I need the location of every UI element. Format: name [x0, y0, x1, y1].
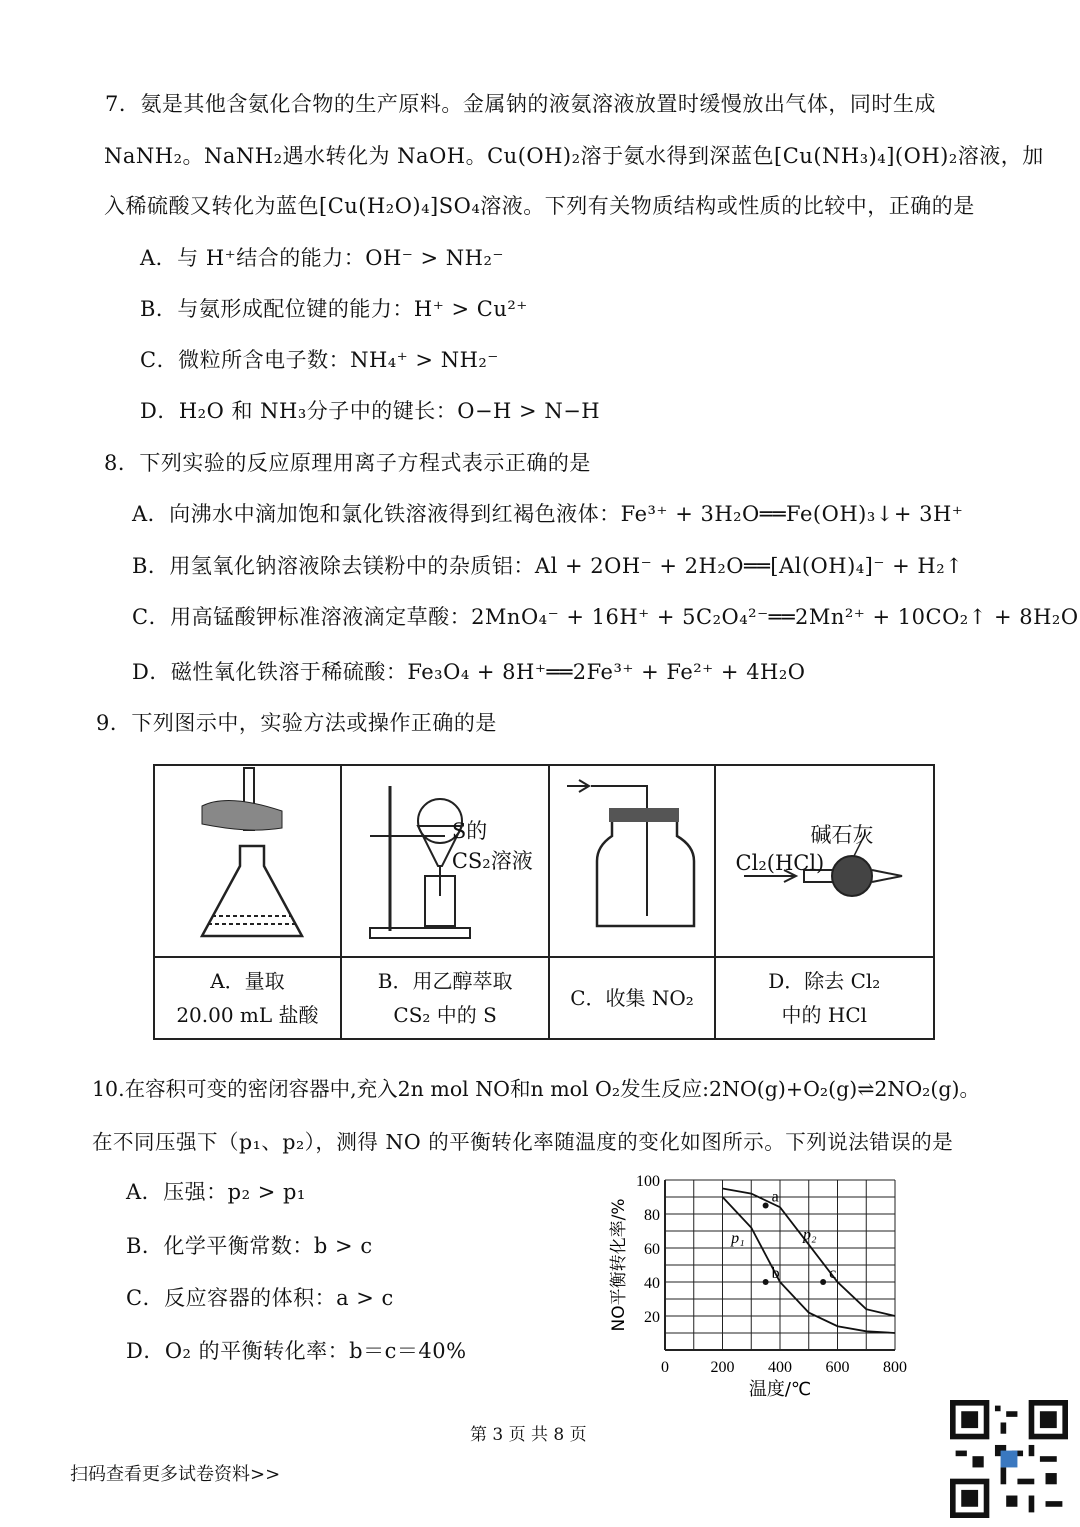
y-tick-label: 100 [636, 1173, 660, 1190]
q8-option-c: C．用高锰酸钾标准溶液滴定草酸：2MnO₄⁻ + 16H⁺ + 5C₂O₄²⁻══2Mn²⁺ + 10CO₂↑ + 8H₂O [132, 605, 1079, 629]
x-tick-label: 400 [768, 1359, 792, 1376]
q9-caption-d2: 中的 HCl [781, 1003, 868, 1027]
q8-option-a: A．向沸水中滴加饱和氯化铁溶液得到红褐色液体：Fe³⁺ + 3H₂O══Fe(OH)₃↓+ 3H⁺ [132, 502, 964, 526]
data-point-label-c: c [829, 1265, 837, 1282]
q9-caption-b2: CS₂ 中的 S [393, 1003, 497, 1027]
q7-line3: 入稀硫酸又转化为蓝色[Cu(H₂O)₄]SO₄溶液。下列有关物质结构或性质的比较中，正确的是 [104, 194, 975, 218]
q9-caption-a1: A．量取 [210, 969, 285, 993]
q9-caption-d [715, 957, 934, 1039]
q7-option-a: A．与 H⁺结合的能力：OH⁻ > NH₂⁻ [140, 246, 504, 270]
q9-table [153, 764, 935, 1040]
q9-figure-d [715, 765, 934, 957]
y-tick-label: 20 [644, 1309, 660, 1326]
x-tick-label: 600 [825, 1359, 850, 1376]
q10-line2: 在不同压强下（p₁、p₂），测得 NO 的平衡转化率随温度的变化如图所示。下列说法错误的是 [92, 1130, 954, 1154]
data-point-label-a: a [771, 1188, 779, 1206]
q9-caption-d1: D．除去 Cl₂ [768, 969, 881, 993]
q7-option-c: C．微粒所含电子数：NH₄⁺ > NH₂⁻ [140, 348, 499, 372]
x-tick-label: 800 [883, 1359, 907, 1376]
page-number: 第 3 页 共 8 页 [470, 1425, 587, 1445]
q8-option-b: B．用氢氧化钠溶液除去镁粉中的杂质铝：Al + 2OH⁻ + 2H₂O══[Al(OH)₄]⁻ + H₂↑ [132, 554, 964, 578]
q9-figure-a [154, 765, 341, 957]
x-tick-label: 0 [661, 1359, 669, 1376]
scan-prompt: 扫码查看更多试卷资料>> [70, 1464, 281, 1485]
qr-code-icon[interactable] [950, 1400, 1068, 1518]
q9-caption-a2: 20.00 mL 盐酸 [176, 1003, 319, 1027]
flask-burette-figure [162, 766, 332, 946]
data-point-b [763, 1279, 769, 1285]
gas-bottle-figure [557, 766, 707, 946]
data-point-c [820, 1279, 826, 1285]
q9-figure-c [549, 765, 714, 957]
q10-chart [600, 1168, 930, 1408]
data-point-label-b: b [771, 1265, 780, 1282]
x-axis-label: 温度/℃ [748, 1379, 812, 1400]
y-tick-label: 80 [644, 1207, 660, 1224]
q8-option-d: D．磁性氧化铁溶于稀硫酸：Fe₃O₄ + 8H⁺══2Fe³⁺ + Fe²⁺ + 4H₂O [132, 660, 806, 684]
q7-option-d: D．H₂O 和 NH₃分子中的键长：O−H > N−H [140, 399, 601, 423]
q8-stem: 8．下列实验的反应原理用离子方程式表示正确的是 [104, 451, 591, 475]
series-label-p1: p₁ [731, 1229, 745, 1247]
q10-option-b: B．化学平衡常数：b > c [126, 1234, 373, 1258]
q9-caption-b1: B．用乙醇萃取 [377, 969, 513, 993]
y-axis-label: NO平衡转化率/% [609, 1198, 629, 1332]
q10-line1: 10.在容积可变的密闭容器中,充入2n mol NO和n mol O₂发生反应:2NO(g)+O₂(g)⇌2NO₂(g)。 [92, 1077, 981, 1101]
data-point-a [763, 1203, 769, 1209]
x-tick-label: 200 [710, 1359, 735, 1376]
y-tick-label: 40 [644, 1275, 660, 1292]
q7-line1: 7．氨是其他含氨化合物的生产原料。金属钠的液氨溶液放置时缓慢放出气体，同时生成 [105, 92, 936, 116]
q9-caption-a [154, 957, 341, 1039]
q9-caption-b [341, 957, 550, 1039]
q7-line2: NaNH₂。NaNH₂遇水转化为 NaOH。Cu(OH)₂溶于氨水得到深蓝色[Cu(NH₃)₄](OH)₂溶液，加 [104, 144, 1044, 168]
series-label-p2: p₂ [803, 1226, 817, 1244]
q10-option-d: D．O₂ 的平衡转化率：b＝c＝40% [126, 1339, 467, 1363]
q10-option-a: A．压强：p₂ > p₁ [126, 1180, 306, 1204]
q9-stem: 9．下列图示中，实验方法或操作正确的是 [96, 711, 497, 735]
q10-option-c: C．反应容器的体积：a > c [126, 1286, 394, 1310]
y-tick-label: 60 [644, 1241, 660, 1258]
q9-label-sodalime: 碱石灰 [810, 823, 874, 847]
q9-caption-c [549, 957, 714, 1039]
q9-label-cs2: CS₂溶液 [451, 849, 533, 873]
q9-figure-b [341, 765, 550, 957]
q9-label-cl2: Cl₂(HCl) [735, 851, 825, 875]
q9-label-s: S的 [451, 819, 488, 843]
q7-option-b: B．与氨形成配位键的能力：H⁺ > Cu²⁺ [140, 297, 528, 321]
q9-caption-c1: C．收集 NO₂ [570, 986, 694, 1010]
